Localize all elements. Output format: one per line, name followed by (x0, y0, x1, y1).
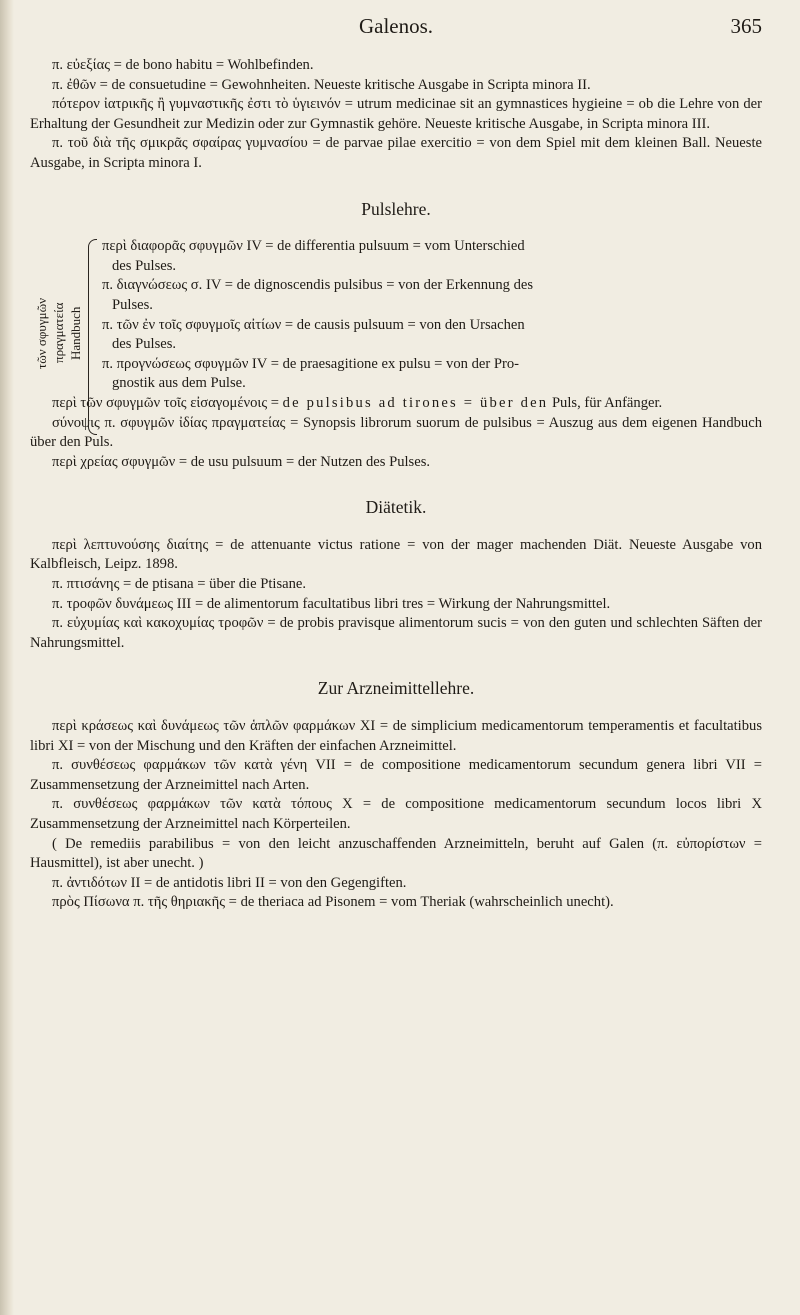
entry-poteron: πότερον ἰατρικῆς ἢ γυμναστικῆς ἐστι τὸ ὑγιεινόν = utrum medicinae sit an gymnastices hygieine = ob die Lehre von der Erhaltung der Gesundheit zur Medizin oder zur Gymnastik gehöre. Neueste kritische Ausgabe, in Scripta minora III. (30, 96, 762, 132)
entry-ethon: π. ἐθῶν = de consuetudine = Gewohnheiten. Neueste kritische Ausgabe in Scripta minora II. (52, 76, 591, 93)
tirones-greek: περὶ τῶν σφυγμῶν τοῖς εἰσαγομένοις = (52, 394, 283, 411)
entry-antidotis: π. ἀντιδότων II = de antidotis libri II = von den Gegengiften. (52, 874, 407, 891)
entry-alimentorum: π. τροφῶν δυνάμεως III = de alimentorum facultatibus libri tres = Wirkung der Nahrungsmittel. (52, 595, 611, 612)
entry-ptisana: π. πτισάνης = de ptisana = über die Ptisane. (52, 576, 307, 593)
side-label-handbuch: Handbuch (68, 306, 83, 360)
group-entry-line: π. διαγνώσεως σ. IV = de dignoscendis pulsibus = von der Erkennung des (102, 277, 534, 294)
entry-simplicium: περὶ κράσεως καὶ δυνάμεως τῶν ἁπλῶν φαρμάκων XI = de simplicium medicamentorum temperamentis et facultatibus libri XI = von der Mischung und den Kräften der einfachen Arzneimittel. (30, 718, 762, 754)
entry-synopsis: σύνοψις π. σφυγμῶν ἰδίας πραγματείας = Synopsis librorum suorum de pulsibus = Auszug aus dem eigenen Handbuch über den Puls. (30, 414, 762, 451)
group-entry-continuation: des Pulses. (112, 257, 177, 274)
group-entry-line: π. τῶν ἐν τοῖς σφυγμοῖς αἰτίων = de causis pulsuum = von den Ursachen (102, 316, 525, 333)
entry-attenuante: περὶ λεπτυνούσης διαίτης = de attenuante victus ratione = von der mager machenden Diät. Neueste Ausgabe von Kalbfleisch, Leipz. 1898. (30, 536, 762, 573)
entry-genera: π. συνθέσεως φαρμάκων τῶν κατὰ γένη VII = de compositione medicamentorum secundum genera libri VII = Zusammensetzung der Arzneimittel nach Arten. (30, 757, 762, 793)
entry-theriaca: πρὸς Πίσωνα π. τῆς θηριακῆς = de theriaca ad Pisonem = vom Theriak (wahrscheinlich unecht). (52, 894, 614, 911)
group-entry-diaphora (102, 237, 762, 276)
tirones-latin-spaced: de pulsibus ad tirones = über den (282, 394, 549, 411)
running-title: Galenos. (358, 14, 434, 38)
side-label-pragmateia: πραγματεία (51, 302, 66, 364)
entry-locos: π. συνθέσεως φαρμάκων τῶν κατὰ τόπους X = de compositione medicamentorum secundum locos libri X Zusammensetzung der Arzneimittel nach Körperteilen. (30, 796, 762, 832)
page-binding-edge (0, 0, 14, 1315)
entry-small-ball: π. τοῦ διὰ τῆς σμικρᾶς σφαίρας γυμνασίου = de parvae pilae exercitio = von dem Spiel mit dem kleinen Ball. Neueste Ausgabe, in Scripta minora I. (30, 135, 762, 171)
entry-tirones (30, 394, 762, 414)
group-entry-prognosis (102, 355, 762, 394)
pulse-handbook-group (30, 237, 762, 394)
section-heading-diet: Diätetik. (365, 497, 427, 518)
group-entry-continuation: gnostik aus dem Pulse. (112, 375, 246, 392)
page-number: 365 (730, 14, 762, 38)
group-entry-line: π. προγνώσεως σφυγμῶν IV = de praesagitione ex pulsu = von der Pro- (102, 355, 519, 372)
group-entry-continuation: des Pulses. (112, 336, 177, 353)
entry-sucis: π. εὐχυμίας καὶ κακοχυμίας τροφῶν = de probis pravisque alimentorum sucis = von den guten und schlechten Säften der Nahrungsmittel. (30, 615, 762, 651)
group-entry-line: περὶ διαφορᾶς σφυγμῶν IV = de differentia pulsuum = vom Unterschied (102, 238, 525, 255)
entry-parabilibus: ( De remediis parabilibus = von den leicht anzuschaffenden Arzneimitteln, beruht auf Galen (π. εὐπορίστων = Hausmittel), ist aber unecht. ) (30, 835, 762, 872)
entry-usu-pulsuum: περὶ χρείας σφυγμῶν = de usu pulsuum = der Nutzen des Pulses. (52, 453, 431, 470)
group-entry-diagnosis (102, 276, 762, 315)
group-entry-continuation: Pulses. (112, 296, 153, 313)
side-labels (30, 243, 90, 423)
side-label-ton-sphygmon: τῶν σφυγμῶν (34, 297, 49, 369)
entry-eyexia: π. εὐεξίας = de bono habitu = Wohlbefinden. (52, 57, 314, 73)
page-body (30, 56, 762, 913)
tirones-german: Puls, für Anfänger. (551, 394, 663, 411)
running-header (30, 14, 762, 42)
curly-brace (88, 239, 97, 435)
group-entry-causes (102, 316, 762, 355)
section-heading-pulse: Pulslehre. (361, 198, 431, 219)
section-heading-drugs: Zur Arzneimittellehre. (317, 678, 475, 699)
